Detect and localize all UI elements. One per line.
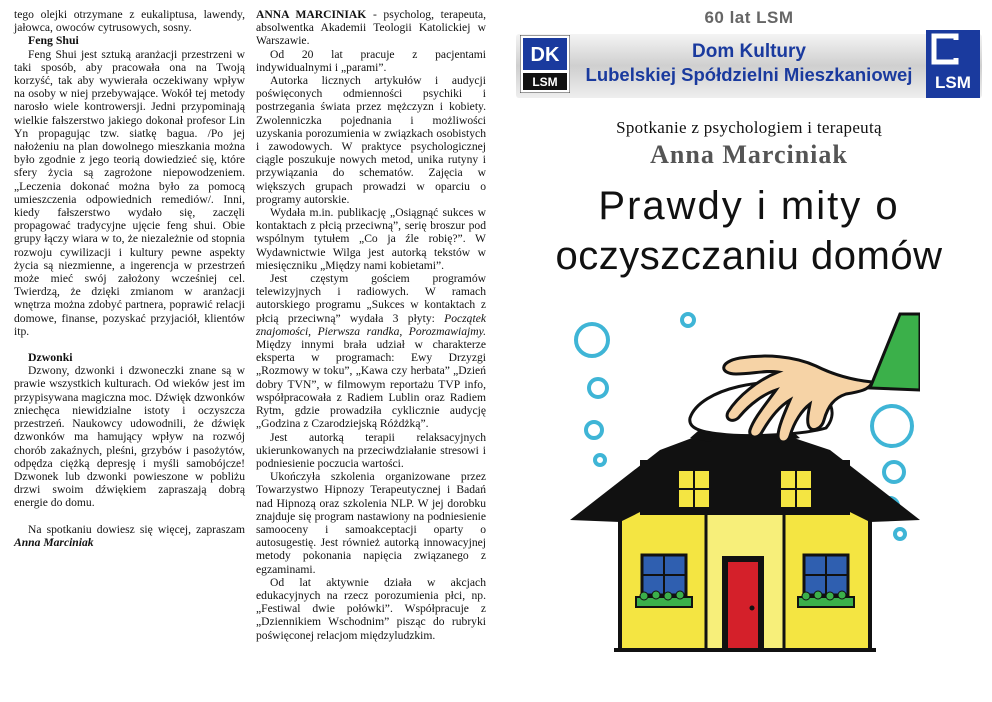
bio-name: ANNA MARCINIAK [256, 8, 367, 21]
lsm-logo-letters: LSM [935, 73, 971, 92]
media-cd-titles: Początek znajomości, Pierwsza randka, Porozmawiajmy. [256, 311, 486, 338]
middle-article-column [256, 8, 486, 642]
dzwonki-paragraph: Dzwony, dzwonki i dzwoneczki znane są w prawie wszystkich kulturach. Od wieków jest im przypisywana magiczna moc. Dźwięk dzwonków zniechęca niewidzialne istoty i oczyszcza przestrzeń. Naukowcy udowodnili, że dźwięk dzwonków ma hamujący wpływ na rozwój chorób zakaźnych, pleśni, grzybów i pasożytów, odpędza ciężką depresję i myśli samobójcze! Dzwonek lub dzwonki powieszone w pobliżu drzwi swoim dźwiękiem zapraszają dobrą energie do domu. [14, 364, 245, 510]
left-article-column [14, 8, 245, 549]
feng-shui-paragraph: Feng Shui jest sztuką aranżacji przestrzeni w taki sposób, aby pracowała ona na Twoją korzyść, tak aby wywierała oczekiwany wpływ na osoby w niej przebywające. Wokół tej metody narosło wiele kontrowersji. Jedni przypominają wielkie fałszerstwo jakiego dokonał profesor Lin Yn propagując tzw. siatkę bagua. /Po jej nałożeniu na plan dowolnego mieszkania można było zgodnie z jego teorią dowiedzieć się, które sfery życia są zagrożone niepowodzeniem. „Leczenia dokonać można było za pomocą umieszczenia odpowiednich remediów/. Inni, kiedy fałszerstwo wydało się, zaczęli propagować tradycyjne ujęcie feng shui. Obie grupy łączy wiara w to, że niezależnie od stopnia rozwoju cywilizacji i kultury pewne aspekty życia są niezmienne, a ingerencja w przestrzeń może mieć swój założony wcześniej cel. Twierdzą, że dzięki zmianom w aranżacji wnętrza można zdobyć partnera, poprawić relacji domowe, finanse, pozyskać przyjaciół, klientów itp. [14, 47, 245, 338]
banner-title-line2: Lubelskiej Spółdzielni Mieszkaniowej [585, 64, 913, 85]
section-heading-feng-shui: Feng Shui [28, 33, 79, 48]
media-text-a: Jest częstym gościem programów telewizyjnych i radiowych. W ramach autorskiego programu „Sukces w kontaktach z płcią przeciwną” wydała 3 płyty: [256, 272, 486, 325]
hand-cleaning-house-clipart [570, 310, 920, 655]
activity-paragraph: Od lat aktywnie działa w akcjach edukacyjnych na rzecz porozumienia płci, np. „Festiwal dwie połówki”. Współpracuje z „Dziennikiem Wschodnim” pisząc do rubryki poświęconej relacjom międzyludzkim. [256, 575, 486, 642]
event-title-line1: Prawdy i mity o [598, 184, 900, 228]
section-heading-dzwonki: Dzwonki [28, 350, 73, 365]
dk-logo-letters: DK [530, 44, 560, 66]
dk-logo-sub: LSM [532, 75, 558, 89]
publications-paragraph: Wydała m.in. publikację „Osiągnąć sukces w kontaktach z płcią przeciwną”, serię broszur pod wspólnym tytułem „Co ja źle robię?”. W Wydawnictwie Wilga jest autorką tekstów w miesięczniku „Między nami kobietami”. [256, 206, 486, 272]
therapy-paragraph: Jest autorką terapii relaksacyjnych ukierunkowanych na przeciwdziałanie stresowi i podniesienie poczucia wartości. [256, 430, 486, 470]
training-paragraph: Ukończyła szkolenia organizowane przez Towarzystwo Hipnozy Terapeutycznej i Badań nad Hipnozą oraz szkolenia NLP. W jej dorobku znajduje się program nastawiony na podniesienie samooceny i samoakceptacji oparty o autosugestię. Jest również autorką innowacyjnej metody pokonania napięcia związanego z egzaminami. [256, 470, 486, 576]
media-paragraph [256, 272, 486, 430]
media-text-b: Między innymi brała udział w charakterze eksperta w programach: Ewy Drzyzgi „Rozmowy w toku”, „Kawa czy herbata” „Dzień dobry TVN”, w filmowym reportażu TVP info, współpracowała z Radiem Lublin oraz Radiem Rytm, gdzie prowadziła cyklicznie audycję „Godzina z Czarodziejską Różdżką”. [256, 338, 486, 431]
author-paragraph: Autorka licznych artykułów i audycji poświęconych odmienności psychiki i postrzegania świata przez mężczyzn i kobiety. Zwolenniczka pojednania i możliwości uzyskania porozumienia w związkach osobistych i zawodowych. W praktyce psychologicznej ciągle poszukuje nowych metod, unika rutyny i przywiązania do schematów. Zajęcia w większych grupach prowadzi w oparciu o programy autorskie. [256, 74, 486, 206]
event-title-line2: oczyszczaniu domów [555, 234, 943, 278]
hand-icon [724, 314, 920, 442]
closing-paragraph [14, 523, 245, 549]
closing-signature: Anna Marciniak [14, 535, 94, 549]
dk-logo-icon [520, 35, 570, 93]
speaker-name: Anna Marciniak [650, 140, 848, 169]
closing-text: Na spotkaniu dowiesz się więcej, zapraszam [28, 522, 245, 536]
bio-text: - psycholog, terapeuta, absolwentka Akademii Teologii Katolickiej w Warszawie. [256, 8, 486, 48]
intro-paragraph: tego olejki otrzymane z eukaliptusa, lawendy, jałowca, owoców cytrusowych, sosny. [14, 8, 245, 35]
anniversary-label: 60 lat LSM [704, 8, 794, 27]
lsm-logo-icon [926, 30, 980, 98]
dom-kultury-banner [514, 8, 984, 100]
experience-paragraph: Od 20 lat pracuje z pacjentami indywidualnymi i „parami”. [256, 47, 486, 74]
banner-title-line1: Dom Kultury [692, 41, 806, 62]
event-invite-line: Spotkanie z psychologiem i terapeutą [616, 118, 882, 137]
bio-paragraph [256, 8, 486, 48]
